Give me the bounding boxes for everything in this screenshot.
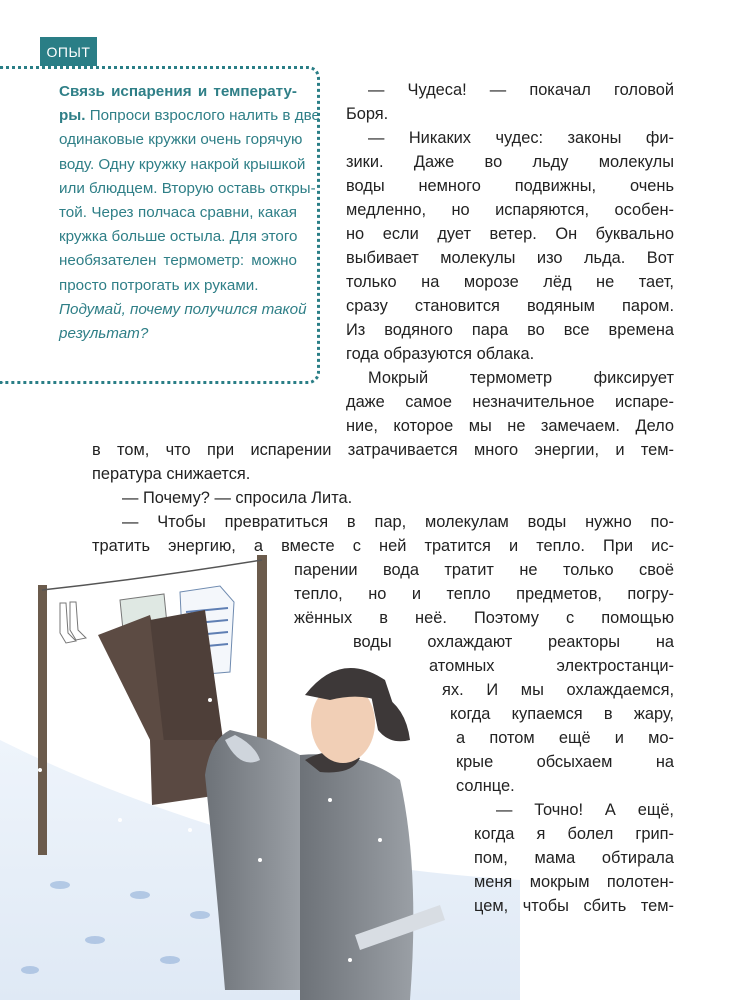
text-line: — Чудеса! — покачал головой bbox=[368, 81, 674, 99]
text-line: крые обсыхаем на bbox=[456, 753, 674, 771]
text-line: меня мокрым полотен- bbox=[474, 873, 674, 891]
experiment-line: той. Через полчаса сравни, какая bbox=[59, 204, 297, 222]
text-line: пом, мама обтирала bbox=[474, 849, 674, 867]
experiment-question: результат? bbox=[59, 325, 149, 343]
text-line: когда я болел грип- bbox=[474, 825, 674, 843]
text-line: солнце. bbox=[456, 777, 515, 795]
text-line: даже самое незначительное испаре- bbox=[346, 393, 674, 411]
text-line: Боря. bbox=[346, 105, 389, 123]
text-line: а потом ещё и мо- bbox=[456, 729, 674, 747]
text-line: тепло, но и тепло предметов, погру- bbox=[294, 585, 674, 603]
text-line: года образуются облака. bbox=[346, 345, 535, 363]
experiment-line: ры. Попроси взрослого налить в две bbox=[59, 107, 320, 125]
text-line: цем, чтобы сбить тем- bbox=[474, 897, 674, 915]
text-line: — Никаких чудес: законы фи- bbox=[368, 129, 674, 147]
text-line: атомных электростанци- bbox=[429, 657, 674, 675]
experiment-line: Связь испарения и температу- bbox=[59, 83, 297, 100]
text-line: — Точно! А ещё, bbox=[496, 801, 674, 819]
text-line: тратить энергию, а вместе с ней тратится и тепло. При ис- bbox=[92, 537, 674, 555]
text-line: воды немного подвижны, очень bbox=[346, 177, 674, 195]
experiment-line: или блюдцем. Вторую оставь откры- bbox=[59, 179, 316, 197]
text-line: сразу становится водяным паром. bbox=[346, 297, 674, 315]
text-line: в том, что при испарении затрачивается много энергии, и тем- bbox=[92, 441, 674, 459]
text-line: когда купаемся в жару, bbox=[450, 705, 674, 723]
text-line: только на морозе лёд не тает, bbox=[346, 273, 674, 291]
experiment-question: Подумай, почему получился такой bbox=[59, 300, 307, 318]
text-line: зики. Даже во льду молекулы bbox=[346, 153, 674, 171]
text-line: — Чтобы превратиться в пар, молекулам воды нужно по- bbox=[122, 513, 674, 531]
text-line: пература снижается. bbox=[92, 465, 251, 483]
experiment-label: ОПЫТ bbox=[40, 37, 97, 66]
text-line: жённых в неё. Поэтому с помощью bbox=[294, 609, 674, 627]
text-line: Мокрый термометр фиксирует bbox=[368, 369, 674, 387]
text-line: парении вода тратит не только своё bbox=[294, 561, 674, 579]
text-line: воды охлаждают реакторы на bbox=[353, 633, 674, 651]
experiment-line: кружка больше остыла. Для этого bbox=[59, 228, 298, 246]
text-line: выбивает молекулы изо льда. Вот bbox=[346, 249, 674, 267]
text-line: медленно, но испаряются, особен- bbox=[346, 201, 674, 219]
experiment-line: одинаковые кружки очень горячую bbox=[59, 131, 303, 149]
text-line: Из водяного пара во все времена bbox=[346, 321, 674, 339]
experiment-line: необязателен термометр: можно bbox=[59, 252, 297, 270]
experiment-line: просто потрогать их руками. bbox=[59, 276, 259, 294]
text-line: — Почему? — спросила Лита. bbox=[122, 489, 353, 507]
experiment-line: воду. Одну кружку накрой крышкой bbox=[59, 155, 306, 173]
text-line: но если дует ветер. Он буквально bbox=[346, 225, 674, 243]
text-line: ние, которое мы не замечаем. Дело bbox=[346, 417, 674, 435]
text-line: ях. И мы охлаждаемся, bbox=[442, 681, 674, 699]
